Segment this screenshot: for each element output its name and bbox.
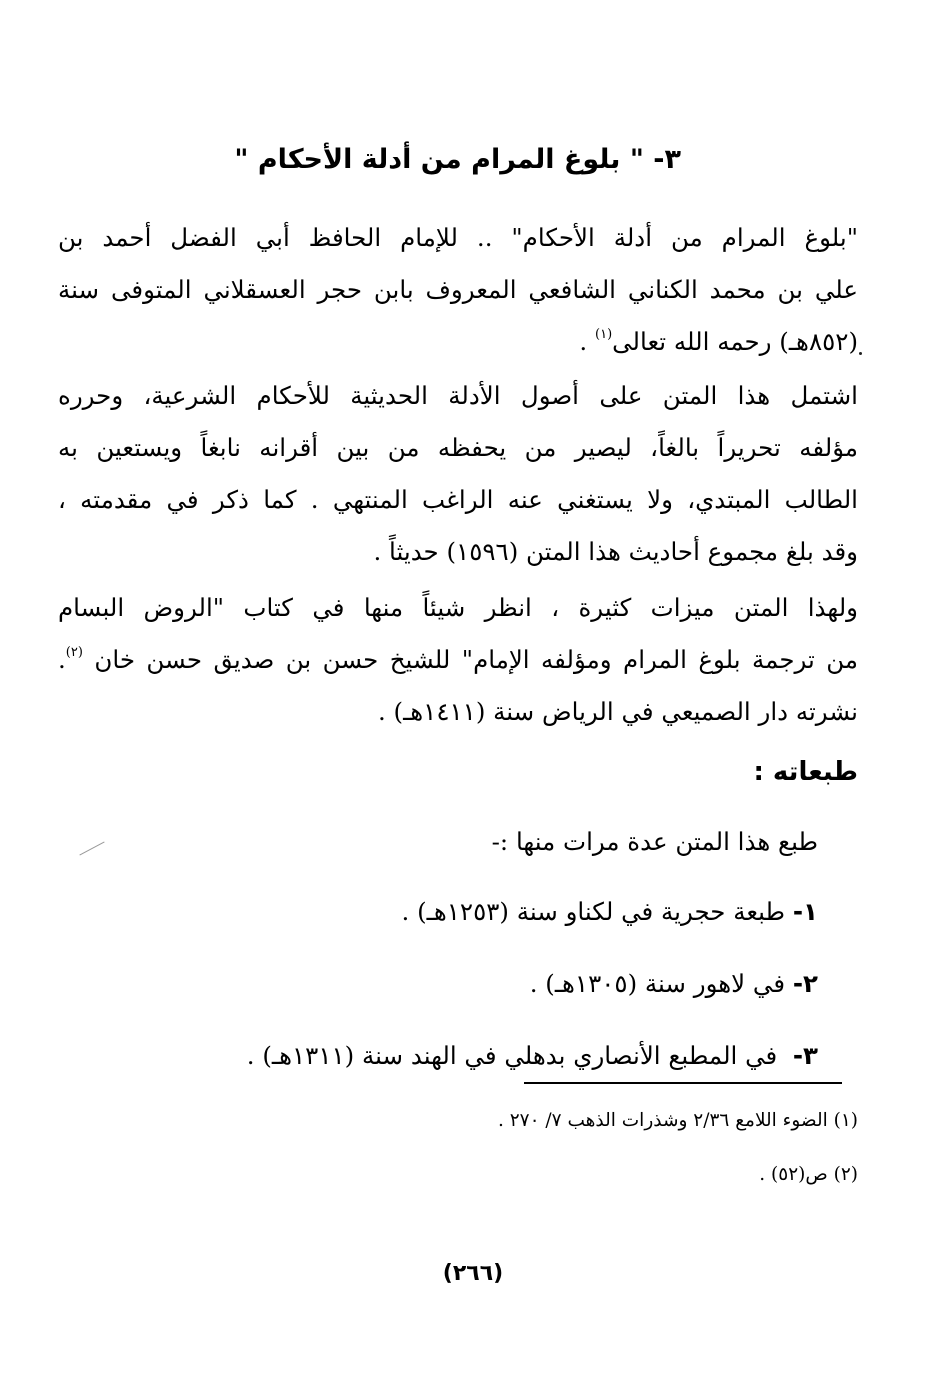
section-heading: ٣- " بلوغ المرام من أدلة الأحكام " bbox=[234, 144, 681, 175]
paragraph-line: نشرته دار الصميعي في الرياض سنة (١٤١١هـ) . bbox=[377, 697, 858, 726]
footnote-reference: (٢) bbox=[65, 645, 83, 660]
edition-text: في لاهور سنة (١٣٠٥هـ) . bbox=[529, 969, 786, 998]
paragraph-line-tail: . bbox=[58, 645, 66, 674]
paragraph-line: اشتمل هذا المتن على أصول الأدلة الحديثية للأحكام الشرعية، وحرره bbox=[58, 381, 858, 410]
edition-item bbox=[402, 890, 818, 934]
edition-text: طبعة حجرية في لكناو سنة (١٢٥٣هـ) . bbox=[401, 897, 786, 926]
paragraph-line: الطالب المبتدي، ولا يستغني عنه الراغب المنتهي . كما ذكر في مقدمته ، bbox=[58, 485, 858, 514]
paragraph-line: مؤلفه تحريراً بالغاً، ليصير من يحفظه من بين أقرانه نابغاً ويستعين به bbox=[58, 433, 858, 462]
footnote: (٢) ص(٥٢) . bbox=[759, 1164, 858, 1185]
paragraph-intro bbox=[58, 212, 858, 368]
paragraph-line: وقد بلغ مجموع أحاديث هذا المتن (١٥٩٦) حديثاً . bbox=[373, 537, 858, 566]
edition-number: ١- bbox=[792, 897, 818, 926]
paragraph-line: علي بن محمد الكناني الشافعي المعروف بابن حجر العسقلاني المتوفى سنة bbox=[58, 275, 858, 304]
edition-number: ٣- bbox=[792, 1041, 818, 1070]
paragraph-line: ولهذا المتن ميزات كثيرة ، انظر شيئاً منها في كتاب "الروض البسام bbox=[58, 593, 858, 622]
editions-intro: طبع هذا المتن عدة مرات منها :- bbox=[491, 827, 818, 856]
stray-pen-mark bbox=[79, 841, 104, 855]
paragraph-line: "بلوغ المرام من أدلة الأحكام" .. للإمام الحافظ أبي الفضل أحمد بن bbox=[58, 223, 858, 252]
editions-subheading: طبعاته : bbox=[753, 757, 858, 787]
edition-item bbox=[247, 1034, 818, 1078]
edition-item bbox=[530, 962, 818, 1006]
page-number: (٢٦٦) bbox=[442, 1261, 504, 1286]
edition-text: في المطبع الأنصاري بدهلي في الهند سنة (١٣١١هـ) . bbox=[246, 1041, 778, 1070]
paragraph-line bbox=[58, 634, 858, 686]
paragraph-line-text: من ترجمة بلوغ المرام ومؤلفه الإمام" للشيخ حسن بن صديق حسن خان bbox=[94, 645, 858, 674]
footnote-separator bbox=[524, 1082, 842, 1084]
edition-number: ٢- bbox=[792, 969, 818, 998]
paragraph-line bbox=[58, 316, 858, 368]
paragraph-line-tail: . bbox=[579, 327, 595, 356]
paragraph-content bbox=[58, 370, 858, 578]
footnote-reference: (١) bbox=[595, 327, 613, 342]
ink-speck bbox=[859, 352, 862, 355]
footnote: (١) الضوء اللامع ٢/٣٦ وشذرات الذهب ٧/ ٢٧٠ . bbox=[497, 1110, 858, 1131]
paragraph-features bbox=[58, 582, 858, 738]
paragraph-line-text: (٨٥٢هـ) رحمه الله تعالى bbox=[612, 327, 858, 356]
